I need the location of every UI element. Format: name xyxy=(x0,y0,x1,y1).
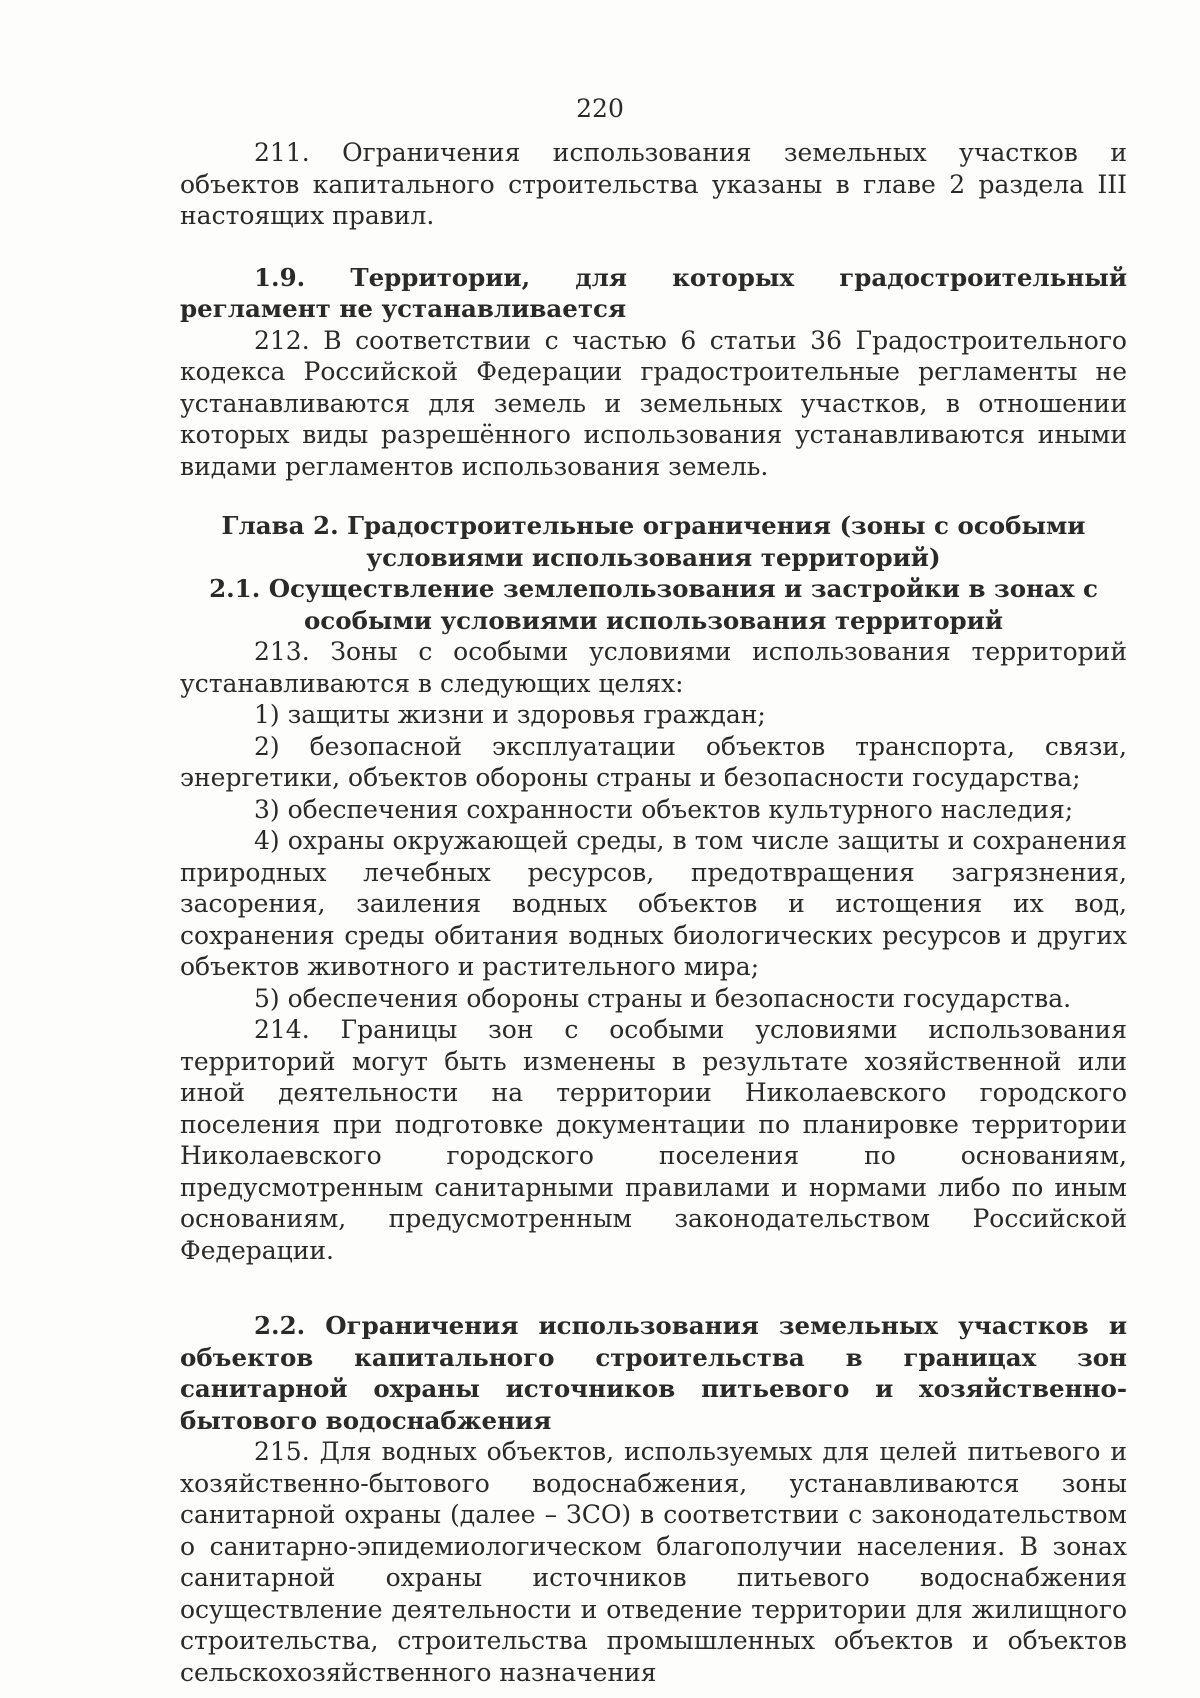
list-item-2: 2) безопасной эксплуатации объектов транспорта, связи, энергетики, объектов обороны страны и безопасности государства; xyxy=(180,731,1127,792)
paragraph-212: 212. В соответствии с частью 6 статьи 36 Градостроительного кодекса Российской Федерации градостроительные регламенты не устанавливаются для земель и земельных участков, в отношении которых виды разрешённого использования устанавливаются иными видами регламентов использования земель. xyxy=(180,325,1127,481)
paragraph-213: 213. Зоны с особыми условиями использования территорий устанавливаются в следующих целях: xyxy=(180,637,1127,698)
list-item-3: 3) обеспечения сохранности объектов культурного наследия; xyxy=(254,794,1074,824)
page-number: 220 xyxy=(576,94,624,123)
list-item-5: 5) обеспечения обороны страны и безопасности государства. xyxy=(254,983,1072,1013)
list-item-4: 4) охраны окружающей среды, в том числе защиты и сохранения природных лечебных ресурсов, предотвращения загрязнения, засорения, заиления водных объектов и истощения их вод, сохранения среды обитания водных биологических ресурсов и других объектов животного и растительного мира; xyxy=(180,826,1127,981)
paragraph-214: 214. Границы зон с особыми условиями использования территорий могут быть изменены в результате хозяйственной или иной деятельности на территории Николаевского городского поселения при подготовке документации по планировке территории Николаевского городского поселения по основаниям, предусмотренным санитарными правилами и нормами либо по иным основаниям, предусмотренным законодательством Российской Федерации. xyxy=(180,1015,1127,1265)
paragraph-211: 211. Ограничения использования земельных участков и объектов капитального строительства указаны в главе 2 раздела III настоящих правил. xyxy=(180,138,1127,230)
section-heading-1-9: 1.9. Территории, для которых градостроительный регламент не устанавливается xyxy=(180,262,1127,323)
paragraph-215: 215. Для водных объектов, используемых для целей питьевого и хозяйственно-бытового водоснабжения, устанавливаются зоны санитарной охраны (далее – ЗСО) в соответствии с законодательством о санитарно-эпидемиологическом благополучии населения. В зонах санитарной охраны источников питьевого водоснабжения осуществление деятельности и отведение территории для жилищного строительства, строительства промышленных объектов и объектов сельскохозяйственного назначения xyxy=(180,1437,1127,1687)
document-body xyxy=(180,137,1127,1688)
section-heading-2-2: 2.2. Ограничения использования земельных участков и объектов капитального строительства в границах зон санитарной охраны источников питьевого и хозяйственно-бытового водоснабжения xyxy=(180,1311,1127,1435)
section-heading-2-1: 2.1. Осуществление землепользования и застройки в зонах с особыми условиями использования территорий xyxy=(209,574,1098,635)
list-item-1: 1) защиты жизни и здоровья граждан; xyxy=(254,700,766,729)
chapter-heading-2: Глава 2. Градостроительные ограничения (зоны с особыми условиями использования территорий) xyxy=(221,511,1086,572)
